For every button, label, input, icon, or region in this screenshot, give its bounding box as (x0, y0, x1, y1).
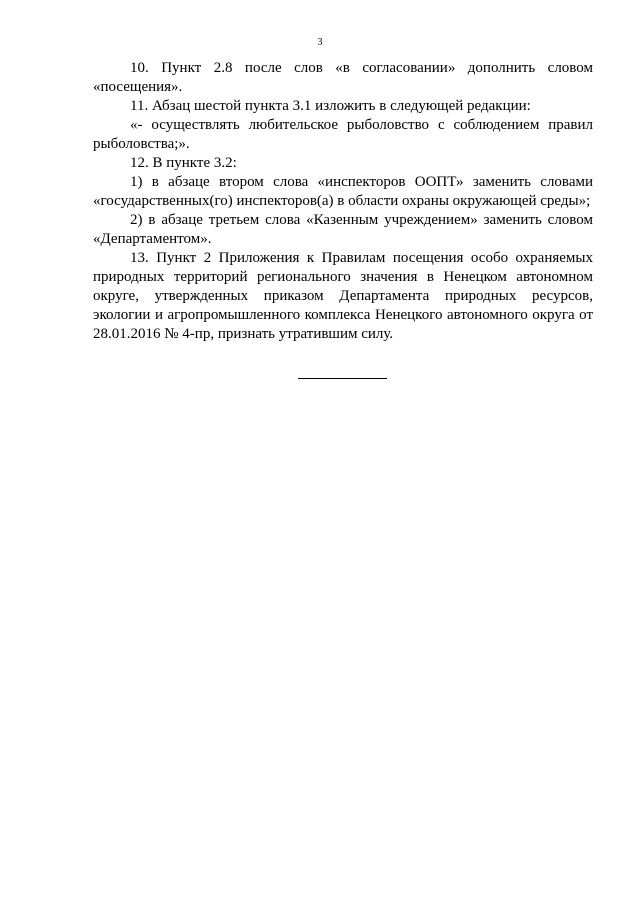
paragraph-item-10: 10. Пункт 2.8 после слов «в согласовании» дополнить словом «посещения». (93, 60, 593, 95)
paragraph-item-13: 13. Пункт 2 Приложения к Правилам посещения особо охраняемых природных территорий регионального значения в Ненецком автономном округе, утвержденных приказом Департамента природных ресурсов, экологии и агропромышленного комплекса Ненецкого автономного округа от 28.01.2016 № 4-пр, признать утратившим силу. (93, 250, 593, 342)
paragraph-item-12-sub-2: 2) в абзаце третьем слова «Казенным учреждением» заменить словом «Департаментом». (93, 212, 593, 247)
document-body (93, 59, 593, 344)
paragraph-item-11-text: «- осуществлять любительское рыболовство с соблюдением правил рыболовства;». (93, 117, 593, 152)
paragraph-item-12-sub-1: 1) в абзаце втором слова «инспекторов ООПТ» заменить словами «государственных(го) инспекторов(а) в области охраны окружающей среды»; (93, 174, 593, 209)
paragraph-item-11: 11. Абзац шестой пункта 3.1 изложить в следующей редакции: (130, 98, 531, 114)
paragraph-item-12: 12. В пункте 3.2: (130, 155, 237, 171)
page-number: 3 (317, 37, 323, 48)
end-separator-line (298, 378, 387, 379)
